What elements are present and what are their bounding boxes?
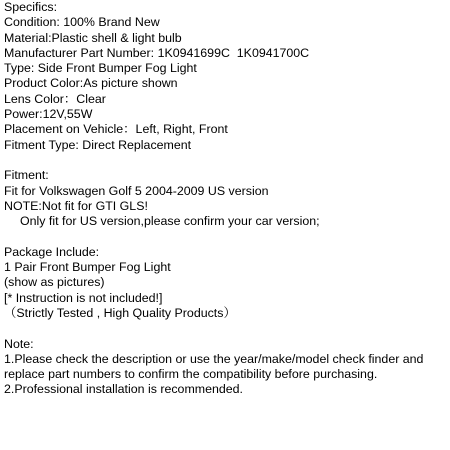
- spec-part-number: Manufacturer Part Number: 1K0941699C 1K0941700C: [4, 45, 310, 60]
- fitment-us-only: Only fit for US version,please confirm your car version;: [20, 214, 320, 229]
- spec-power: Power:12V,55W: [4, 107, 93, 122]
- spec-lens-color: Lens Color：Clear: [4, 91, 106, 106]
- spacer: [4, 229, 450, 244]
- note-item-2: 2.Professional installation is recommended.: [4, 382, 243, 397]
- spec-fitment-type: Fitment Type: Direct Replacement: [4, 137, 192, 152]
- spec-placement: Placement on Vehicle：Left, Right, Front: [4, 122, 228, 137]
- package-item-lights: 1 Pair Front Bumper Fog Light: [4, 260, 171, 275]
- spec-material: Material:Plastic shell & light bulb: [4, 30, 182, 45]
- spec-type: Type: Side Front Bumper Fog Light: [4, 61, 197, 76]
- fitment-heading: Fitment:: [4, 168, 49, 183]
- spacer: [4, 321, 450, 336]
- package-item-show: (show as pictures): [4, 275, 105, 290]
- fitment-note: NOTE:Not fit for GTI GLS!: [4, 198, 148, 213]
- note-heading: Note:: [4, 336, 34, 351]
- note-item-1: 1.Please check the description or use the year/make/model check finder and replace part numbers to confirm the compatibility before purchasing.: [4, 351, 424, 382]
- package-heading: Package Include:: [4, 244, 100, 259]
- specifics-heading: Specifics:: [4, 0, 58, 14]
- package-item-tested: （Strictly Tested , High Quality Products）: [4, 305, 236, 320]
- spec-product-color: Product Color:As picture shown: [4, 76, 178, 91]
- spec-condition: Condition: 100% Brand New: [4, 15, 160, 30]
- spacer: [4, 153, 450, 168]
- product-description: [4, 0, 450, 398]
- package-item-instruction: [* Instruction is not included!]: [4, 290, 163, 305]
- fitment-vehicle: Fit for Volkswagen Golf 5 2004-2009 US version: [4, 183, 269, 198]
